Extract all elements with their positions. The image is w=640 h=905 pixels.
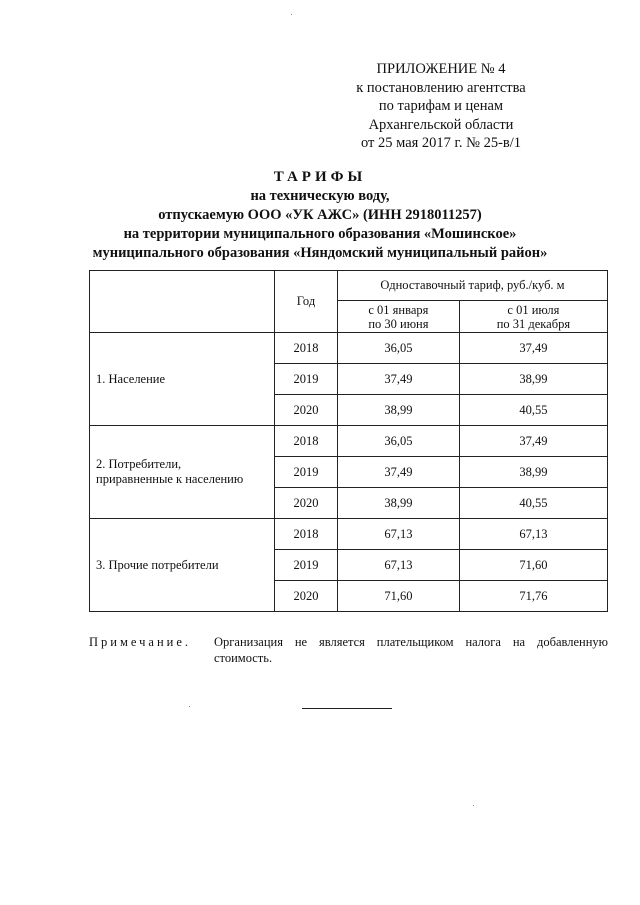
period-header-2 xyxy=(459,301,607,333)
period-2-line: с 01 июля xyxy=(507,302,560,317)
category-cell xyxy=(90,426,275,519)
appendix-line: Архангельской области xyxy=(368,116,514,133)
scan-speck xyxy=(473,805,474,806)
tariff-value: 71,76 xyxy=(459,581,607,612)
period-1-line: по 30 июня xyxy=(368,316,429,331)
tariff-value: 38,99 xyxy=(459,457,607,488)
category-label: 2. Потребители, xyxy=(96,457,182,471)
scan-speck xyxy=(291,14,292,15)
table-row xyxy=(90,519,608,550)
heading-line: на территории муниципального образования «Мошинское» xyxy=(123,226,517,242)
appendix-line: ПРИЛОЖЕНИЕ № 4 xyxy=(376,61,506,77)
period-header-1 xyxy=(338,301,460,333)
tariff-value: 37,49 xyxy=(338,364,460,395)
category-cell xyxy=(90,333,275,426)
tariff-value: 38,99 xyxy=(459,364,607,395)
tariff-value: 67,13 xyxy=(338,519,460,550)
year-cell: 2020 xyxy=(275,488,338,519)
category-label: приравненные к населению xyxy=(96,472,244,486)
heading-line: отпускаемую ООО «УК АЖС» (ИНН 2918011257) xyxy=(158,207,482,223)
tariff-value: 37,49 xyxy=(338,457,460,488)
category-label: 3. Прочие потребители xyxy=(96,557,219,572)
heading-line: муниципального образования «Няндомский муниципальный район» xyxy=(92,245,548,261)
period-2-line: по 31 декабря xyxy=(496,316,571,331)
year-cell: 2019 xyxy=(275,364,338,395)
category-cell xyxy=(90,519,275,612)
year-cell: 2020 xyxy=(275,581,338,612)
year-header: Год xyxy=(275,271,338,333)
tariff-value: 38,99 xyxy=(338,488,460,519)
tariff-value: 40,55 xyxy=(459,395,607,426)
appendix-line: по тарифам и ценам xyxy=(378,98,504,114)
year-cell: 2018 xyxy=(275,333,338,364)
table-header-row xyxy=(90,271,608,301)
scan-speck xyxy=(189,706,190,707)
tariff-value: 71,60 xyxy=(459,550,607,581)
tariff-value: 67,13 xyxy=(459,519,607,550)
closing-rule xyxy=(302,708,392,709)
year-cell: 2019 xyxy=(275,550,338,581)
category-label: 1. Население xyxy=(96,371,166,386)
note-text: Организация не является плательщиком налога на добавленную стоимость. xyxy=(214,635,608,665)
tariff-value: 38,99 xyxy=(338,395,460,426)
appendix-block xyxy=(321,60,561,153)
tariff-value: 71,60 xyxy=(338,581,460,612)
document-heading xyxy=(0,168,640,263)
tariff-value: 36,05 xyxy=(338,333,460,364)
appendix-line: от 25 мая 2017 г. № 25-в/1 xyxy=(360,135,522,151)
table-row xyxy=(90,333,608,364)
category-header-cell xyxy=(90,271,275,333)
heading-line: на техническую воду, xyxy=(250,188,390,204)
tariff-value: 67,13 xyxy=(338,550,460,581)
note-label: Примечание. xyxy=(89,635,192,649)
tariff-value: 40,55 xyxy=(459,488,607,519)
table-row xyxy=(90,426,608,457)
tariff-value: 37,49 xyxy=(459,333,607,364)
year-cell: 2018 xyxy=(275,426,338,457)
tariff-value: 37,49 xyxy=(459,426,607,457)
tariff-table xyxy=(89,270,608,612)
year-cell: 2020 xyxy=(275,395,338,426)
period-1-line: с 01 января xyxy=(368,302,429,317)
year-cell: 2018 xyxy=(275,519,338,550)
tariff-value: 36,05 xyxy=(338,426,460,457)
year-cell: 2019 xyxy=(275,457,338,488)
tariff-header: Одноставочный тариф, руб./куб. м xyxy=(338,271,608,301)
document-title: ТАРИФЫ xyxy=(273,169,367,185)
appendix-line: к постановлению агентства xyxy=(356,79,526,96)
